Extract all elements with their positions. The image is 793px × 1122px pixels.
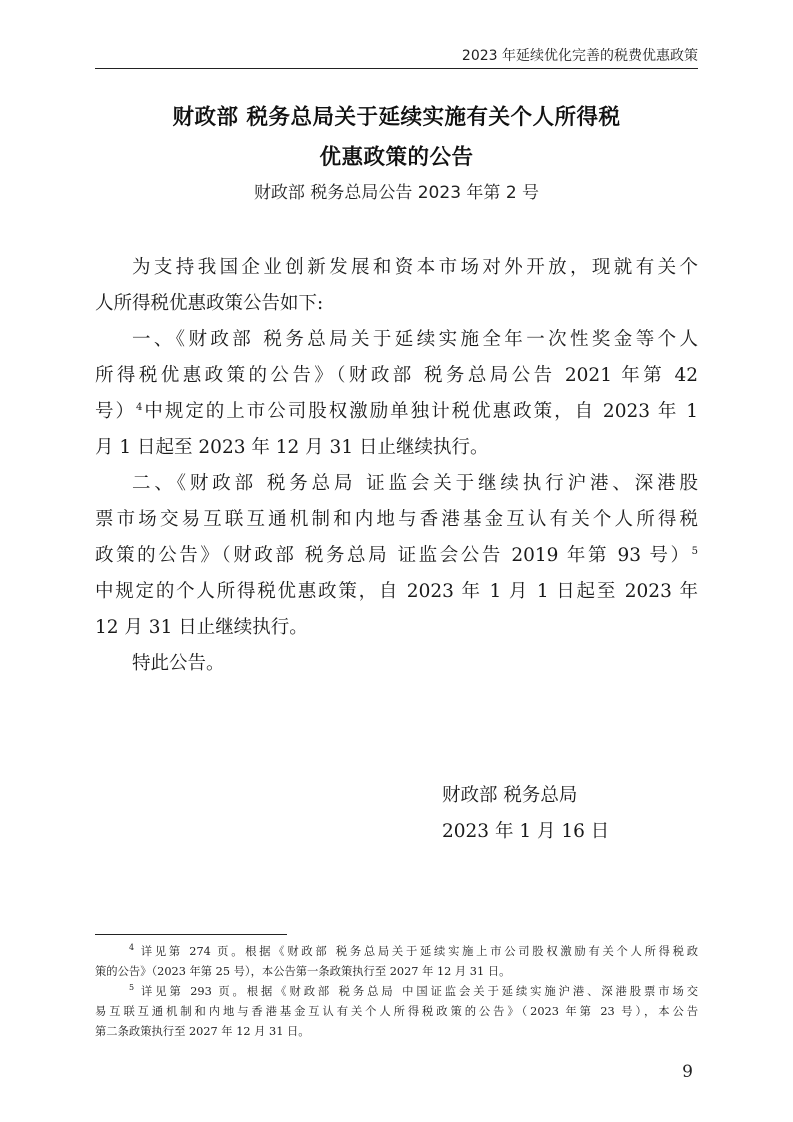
footnote-5-line-3: 第二条政策执行至 2027 年 12 月 31 日。 (95, 1025, 310, 1038)
paragraph-2-line-2: 所得税优惠政策的公告》（财政部 税务总局公告 2021 年第 42 (95, 365, 698, 386)
document-number: 财政部 税务总局公告 2023 年第 2 号 (253, 183, 540, 203)
footnote-4-text: 详见第 274 页。根据《财政部 税务总局关于延续实施上市公司股权激励有关个人所得税政 (138, 945, 698, 958)
paragraph-3-line-5: 12 月 31 日止继续执行。 (95, 617, 308, 638)
footnote-ref-4[interactable]: 4 (135, 401, 143, 413)
footnote-4-line-2: 策的公告》（2023 年第 25 号），本公告第一条政策执行至 2027 年 12 月 31 日。 (95, 965, 511, 978)
footnote-5-line-2: 易互联互通机制和内地与香港基金互认有关个人所得税政策的公告》（2023 年第 23 号），本公告 (95, 1005, 698, 1018)
signature-block (442, 778, 609, 850)
document-body (95, 250, 698, 682)
title-line-2: 优惠政策的公告 (319, 145, 474, 170)
paragraph-1-line-2: 人所得税优惠政策公告如下: (95, 293, 324, 314)
paragraph-2-line-3-end: 中规定的上市公司股权激励单独计税优惠政策，自 2023 年 1 (142, 401, 698, 422)
running-header (95, 44, 698, 69)
footnote-5-mark: 5 (129, 983, 135, 993)
footnote-4-line-1 (95, 942, 698, 962)
title-line-1: 财政部 税务总局关于延续实施有关个人所得税 (172, 105, 621, 130)
paragraph-2-line-1: 一、《财政部 税务总局关于延续实施全年一次性奖金等个人 (132, 329, 698, 350)
paragraph-1-line-1: 为支持我国企业创新发展和资本市场对外开放，现就有关个 (132, 257, 698, 278)
document-title (95, 98, 698, 178)
paragraph-3-line-1: 二、《财政部 税务总局 证监会关于继续执行沪港、深港股 (132, 473, 698, 494)
paragraph-2-line-4: 月 1 日起至 2023 年 12 月 31 日止继续执行。 (95, 437, 489, 458)
footnote-divider (95, 934, 287, 935)
page-number: 9 (682, 1062, 693, 1082)
paragraph-3-line-3-text: 政策的公告》（财政部 税务总局 证监会公告 2019 年第 93 号） (95, 545, 692, 566)
signature-issuer: 财政部 税务总局 (442, 785, 578, 806)
paragraph-2-line-3 (95, 394, 698, 430)
footnote-ref-5[interactable]: 5 (691, 545, 698, 557)
running-header-title: 2023 年延续优化完善的税费优惠政策 (461, 48, 698, 64)
footnote-5-text: 详见第 293 页。根据《财政部 税务总局 中国证监会关于延续实施沪港、深港股票市场交 (138, 985, 698, 998)
paragraph-3-line-4: 中规定的个人所得税优惠政策，自 2023 年 1 月 1 日起至 2023 年 (95, 581, 698, 602)
paragraph-4: 特此公告。 (132, 653, 225, 674)
paragraph-2-line-3-start: 号） (95, 401, 136, 422)
footnotes (95, 942, 698, 1042)
footnote-5-line-1 (95, 982, 698, 1002)
signature-date: 2023 年 1 月 16 日 (442, 821, 610, 842)
paragraph-3-line-2: 票市场交易互联互通机制和内地与香港基金互认有关个人所得税 (95, 509, 698, 530)
footnote-4-mark: 4 (129, 943, 135, 953)
paragraph-3-line-3 (95, 538, 698, 574)
